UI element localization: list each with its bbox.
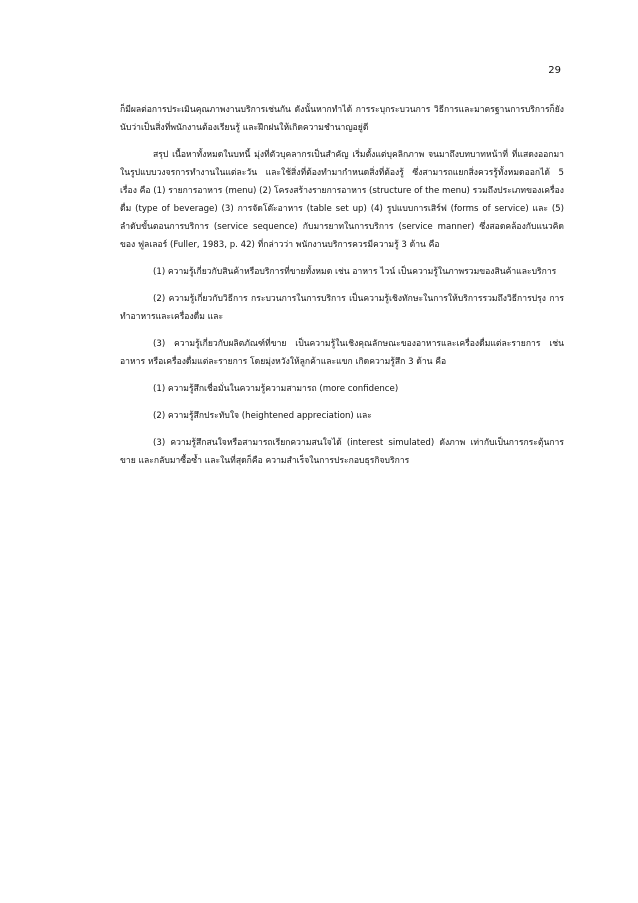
- paragraph: (2) ความรู้สึกประทับใจ (heightened appreciation) และ: [153, 411, 372, 421]
- page-number: 29: [548, 65, 561, 76]
- paragraph: (3) ความรู้สึกสนใจหรือสามารถเรียกความสนใจได้ (interest simulated) ดังภาพ เท่ากับเป็นการกระตุ้นการขาย และกลับมาซื้อซ้ำ และในที่สุดก็คือ ความสำเร็จในการประกอบธุรกิจบริการ: [120, 438, 564, 466]
- body-text: [120, 101, 564, 479]
- paragraph: (2) ความรู้เกี่ยวกับวิธีการ กระบวนการในการบริการ เป็นความรู้เชิงทักษะในการให้บริการรวมถึงวิธีการปรุง การทำอาหารและเครื่องดื่ม และ: [120, 294, 564, 322]
- paragraph: ก็มีผลต่อการประเมินคุณภาพงานบริการเช่นกัน ดังนั้นหากทำได้ การระบุกระบวนการ วิธีการและมาตรฐานการบริการก็ยังนับว่าเป็นสิ่งที่พนักงานต้องเรียนรู้ และฝึกฝนให้เกิดความชำนาญอยู่ดี: [120, 105, 564, 133]
- paragraph: (1) ความรู้เกี่ยวกับสินค้าหรือบริการที่ขายทั้งหมด เช่น อาหาร ไวน์ เป็นความรู้ในภาพรวมของสินค้าและบริการ: [153, 267, 557, 277]
- paragraph: (3) ความรู้เกี่ยวกับผลิตภัณฑ์ที่ขาย เป็นความรู้ในเชิงคุณลักษณะของอาหารและเครื่องดื่มแต่ละรายการ เช่น อาหาร หรือเครื่องดื่มแต่ละรายการ โดยมุ่งหวังให้ลูกค้าและแขก เกิดความรู้สึก 3 ด้าน คือ: [120, 339, 564, 367]
- paragraph: สรุป เนื้อหาทั้งหมดในบทนี้ มุ่งที่ตัวบุคลากรเป็นสำคัญ เริ่มตั้งแต่บุคลิกภาพ จนมาถึงบทบาทหน้าที่ ที่แสดงออกมาในรูปแบบวงจรการทำงานในแต่ละวัน และใช้สิ่งที่ต้องทำมากำหนดสิ่งที่ต้องรู้ ซึ่งสามารถแยกสิ่งควรรู้ทั้งหมดออกได้ 5 เรื่อง คือ (1) รายการอาหาร (menu) (2) โครงสร้างรายการอาหาร (structure of the menu) รวมถึงประเภทของเครื่องดื่ม (type of beverage) (3) การจัดโต๊ะอาหาร (table set up) (4) รูปแบบการเสิร์ฟ (forms of service) และ (5) ลำดับขั้นตอนการบริการ (service sequence) กับมารยาทในการบริการ (service manner) ซึ่งสอดคล้องกับแนวคิดของ ฟูลเลอร์ (Fuller, 1983, p. 42) ที่กล่าวว่า พนักงานบริการควรมีความรู้ 3 ด้าน คือ: [120, 150, 564, 250]
- paragraph: (1) ความรู้สึกเชื่อมั่นในความรู้ความสามารถ (more confidence): [153, 384, 399, 394]
